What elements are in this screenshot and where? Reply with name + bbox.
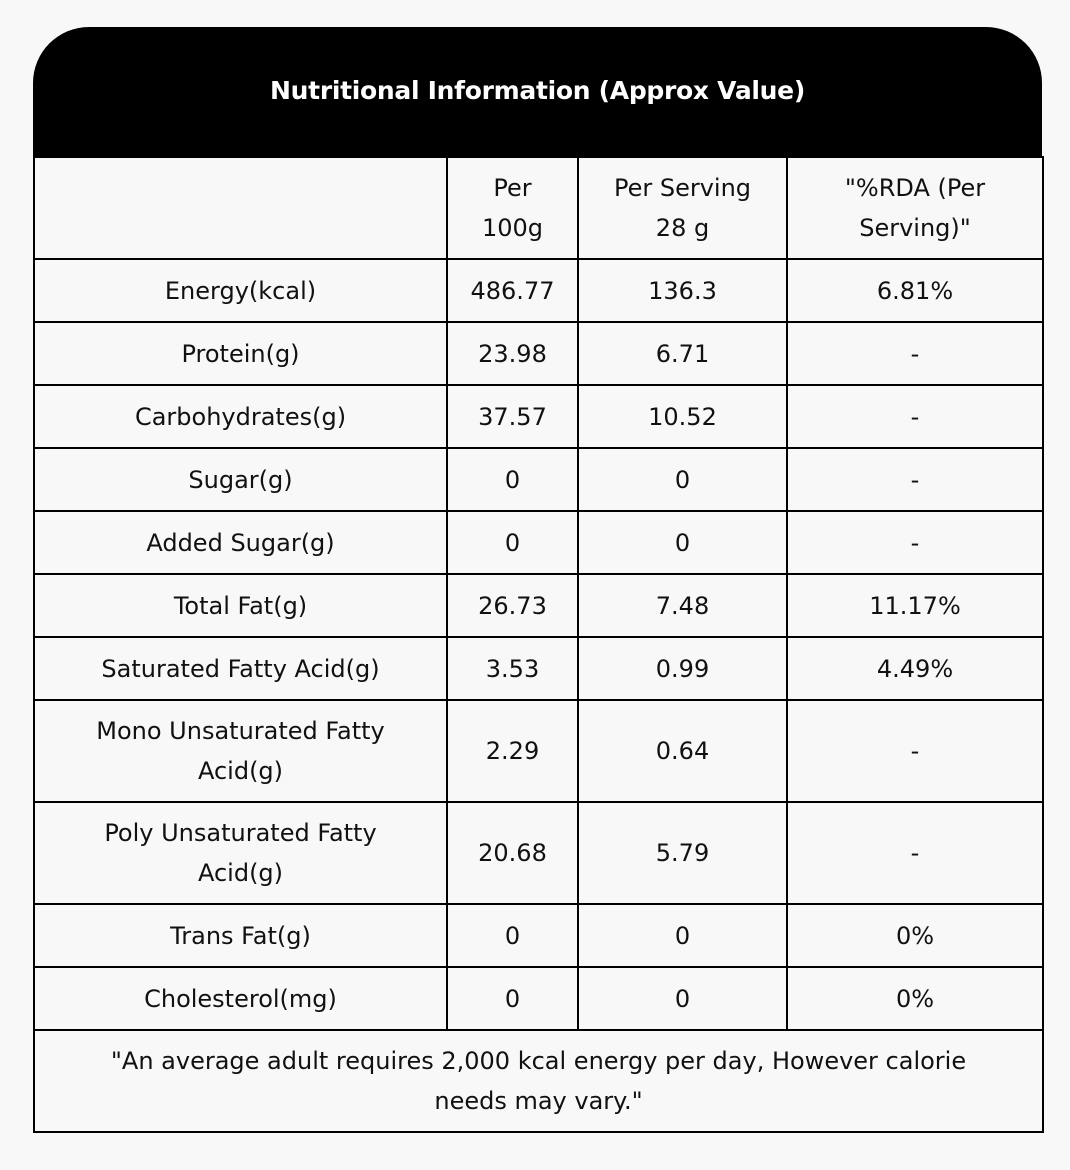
rda-cell: 6.81% [787, 259, 1043, 322]
table-row [34, 511, 1043, 574]
rda-cell: 0% [787, 904, 1043, 967]
table-row [34, 385, 1043, 448]
rda-cell: - [787, 448, 1043, 511]
nutrient-cell: Energy(kcal) [34, 259, 447, 322]
table-row [34, 574, 1043, 637]
table-row [34, 904, 1043, 967]
nutrition-card [33, 27, 1042, 1133]
nutrient-cell: Trans Fat(g) [34, 904, 447, 967]
table-row [34, 700, 1043, 802]
rda-cell: - [787, 700, 1043, 802]
header-per-100g: Per 100g [447, 157, 578, 259]
per-100g-cell: 0 [447, 967, 578, 1030]
rda-cell: 0% [787, 967, 1043, 1030]
per-100g-cell: 2.29 [447, 700, 578, 802]
per-serving-cell: 10.52 [578, 385, 787, 448]
header-rda: "%RDA (Per Serving)" [787, 157, 1043, 259]
rda-cell: - [787, 511, 1043, 574]
table-row [34, 322, 1043, 385]
per-100g-cell: 37.57 [447, 385, 578, 448]
nutrient-cell: Carbohydrates(g) [34, 385, 447, 448]
per-serving-cell: 5.79 [578, 802, 787, 904]
nutrition-table [33, 156, 1044, 1133]
per-serving-cell: 6.71 [578, 322, 787, 385]
per-serving-cell: 0 [578, 448, 787, 511]
header-row [34, 157, 1043, 259]
per-100g-cell: 486.77 [447, 259, 578, 322]
nutrient-cell: Sugar(g) [34, 448, 447, 511]
per-100g-cell: 0 [447, 511, 578, 574]
per-serving-cell: 136.3 [578, 259, 787, 322]
nutrient-cell: Saturated Fatty Acid(g) [34, 637, 447, 700]
footnote: "An average adult requires 2,000 kcal energy per day, However calorie needs may vary." [34, 1030, 1043, 1132]
table-title: Nutritional Information (Approx Value) [33, 27, 1042, 156]
per-serving-cell: 0 [578, 904, 787, 967]
per-serving-cell: 0 [578, 967, 787, 1030]
table-row [34, 802, 1043, 904]
per-100g-cell: 23.98 [447, 322, 578, 385]
per-serving-cell: 0.64 [578, 700, 787, 802]
per-100g-cell: 26.73 [447, 574, 578, 637]
rda-cell: - [787, 802, 1043, 904]
header-nutrient [34, 157, 447, 259]
nutrient-cell: Mono Unsaturated Fatty Acid(g) [34, 700, 447, 802]
table-row [34, 448, 1043, 511]
rda-cell: - [787, 322, 1043, 385]
per-100g-cell: 0 [447, 904, 578, 967]
header-per-serving: Per Serving 28 g [578, 157, 787, 259]
nutrient-cell: Cholesterol(mg) [34, 967, 447, 1030]
rda-cell: 11.17% [787, 574, 1043, 637]
per-serving-cell: 0.99 [578, 637, 787, 700]
per-100g-cell: 3.53 [447, 637, 578, 700]
per-serving-cell: 7.48 [578, 574, 787, 637]
table-row [34, 259, 1043, 322]
rda-cell: - [787, 385, 1043, 448]
table-row [34, 967, 1043, 1030]
per-100g-cell: 20.68 [447, 802, 578, 904]
per-serving-cell: 0 [578, 511, 787, 574]
nutrient-cell: Poly Unsaturated Fatty Acid(g) [34, 802, 447, 904]
footnote-row [34, 1030, 1043, 1132]
nutrient-cell: Protein(g) [34, 322, 447, 385]
nutrient-cell: Added Sugar(g) [34, 511, 447, 574]
nutrient-cell: Total Fat(g) [34, 574, 447, 637]
rda-cell: 4.49% [787, 637, 1043, 700]
per-100g-cell: 0 [447, 448, 578, 511]
table-row [34, 637, 1043, 700]
